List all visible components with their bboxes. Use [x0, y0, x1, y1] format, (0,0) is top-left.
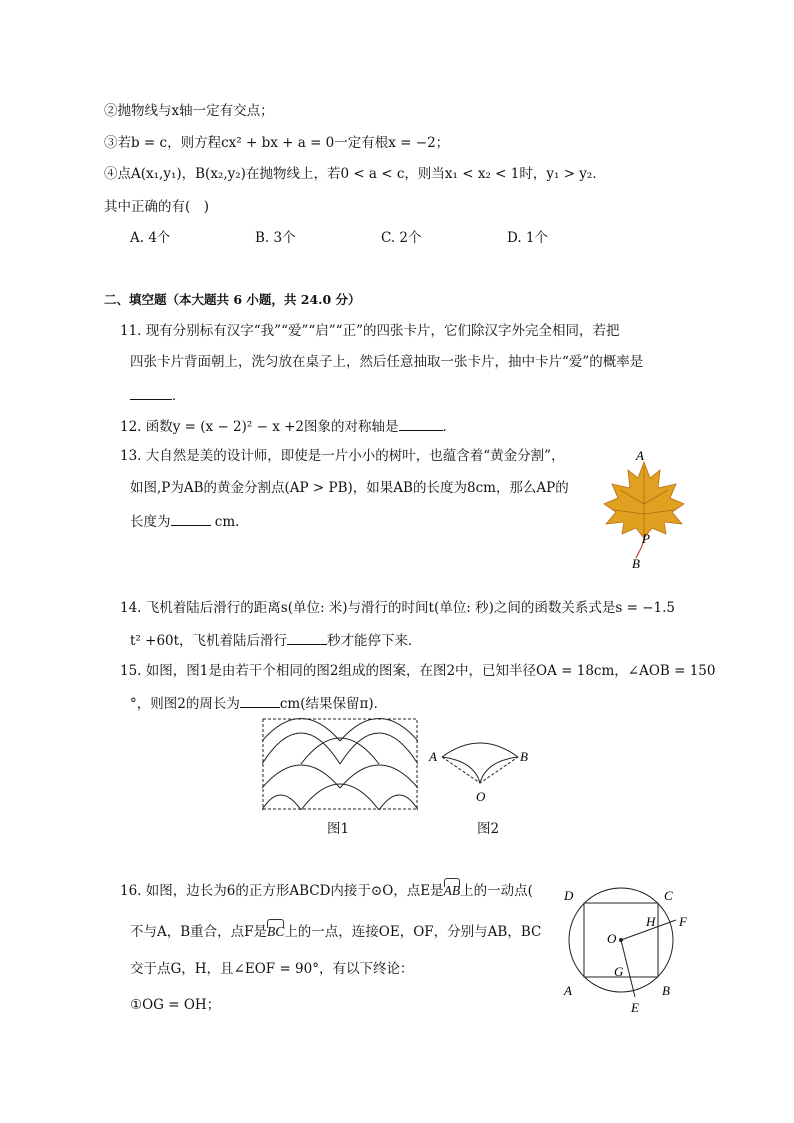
q13-line2: 如图,P为AB的黄金分割点(AP > PB)，如果AB的长度为8cm，那么AP的 [130, 480, 569, 496]
q10-prompt: 其中正确的有( ) [104, 199, 210, 215]
answer-blank[interactable] [399, 416, 443, 431]
label-d: D [564, 888, 574, 903]
scale-arcs [262, 719, 418, 811]
q11-line2: 四张卡片背面朝上，洗匀放在桌子上，然后任意抽取一张卡片，抽中卡片“爱”的概率是 [130, 354, 644, 370]
answer-blank[interactable] [287, 630, 327, 645]
q15-line2: °，则图2的周长为 cm(结果保留π)． [130, 693, 387, 713]
q10-item2: ②抛物线与x轴一定有交点； [104, 103, 274, 119]
figure-1 [262, 718, 418, 810]
outer-arc [442, 743, 518, 757]
q15-line1: 15. 如图，图1是由若干个相同的图2组成的图案，在图2中，已知半径OA = 18cm，∠AOB = 150 [120, 663, 716, 679]
point-a-label: A [429, 749, 437, 764]
q10-item4: ④点A(x₁,y₁)，B(x₂,y₂)在抛物线上，若0 < a < c，则当x₁ < x₂ < 1时，y₁ > y₂． [104, 166, 606, 182]
figure-1-caption: 图1 [327, 821, 350, 837]
center-point [619, 938, 623, 942]
q16-line1: 16. 如图，边长为6的正方形ABCD内接于⊙O，点E是 AB上的一动点( [120, 882, 533, 900]
label-h: H [646, 914, 656, 929]
q10-option-b: B. 3个 [255, 230, 296, 246]
leaf-figure [596, 444, 692, 574]
point-o-label: O [476, 789, 486, 804]
arc-bc: BC [267, 924, 284, 939]
q10-item3: ③若b = c，则方程cx² + bx + a = 0一定有根x = −2； [104, 135, 450, 151]
label-e: E [631, 1000, 639, 1015]
point-p-label: P [642, 531, 650, 546]
label-c: C [664, 888, 673, 903]
q16-line2: 不与A，B重合，点F是 BC上的一点，连接OE，OF，分别与AB，BC [130, 923, 541, 941]
q14-line1: 14. 飞机着陆后滑行的距离s(单位: 米)与滑行的时间t(单位: 秒)之间的函数关系式是s = −1.5 [120, 600, 675, 616]
q14-line2: t² +60t，飞机着陆后滑行 秒才能停下来． [130, 630, 422, 650]
q10-option-a: A. 4个 [130, 230, 171, 246]
q16-line3: 交于点G，H，且∠EOF = 90°，有以下终论： [130, 961, 414, 977]
answer-blank[interactable] [240, 693, 280, 708]
point-a-label: A [636, 448, 644, 463]
q13-line1: 13. 大自然是美的设计师，即使是一片小小的树叶，也蕴含着“黄金分割”， [120, 448, 565, 464]
q16-item1: ①OG = OH； [130, 997, 221, 1013]
label-g: G [614, 964, 624, 979]
point-b-label: B [632, 556, 640, 571]
figure-2-caption: 图2 [477, 821, 500, 837]
circle-square-figure [556, 880, 696, 1020]
q11-line1: 11. 现有分别标有汉字“我”“爱”“启”“正”的四张卡片，它们除汉字外完全相同，若把 [120, 323, 620, 339]
label-o: O [607, 931, 617, 946]
radius-lines [442, 757, 518, 783]
answer-blank[interactable] [171, 511, 211, 526]
point-b-label: B [520, 749, 528, 764]
q13-line3: 长度为 cm． [130, 511, 249, 531]
label-b: B [662, 983, 670, 998]
arc-ab: AB [444, 883, 461, 898]
q11-line3: ． [130, 385, 186, 405]
label-a: A [564, 983, 572, 998]
section-heading: 二、填空题（本大题共 6 小题，共 24.0 分） [104, 292, 361, 307]
answer-blank[interactable] [130, 385, 172, 400]
label-f: F [679, 914, 687, 929]
q12-line: 12. 函数y = (x − 2)² − x +2图象的对称轴是 ． [120, 416, 456, 436]
q10-option-c: C. 2个 [381, 230, 422, 246]
q10-option-d: D. 1个 [507, 230, 549, 246]
figure-2 [426, 735, 534, 807]
